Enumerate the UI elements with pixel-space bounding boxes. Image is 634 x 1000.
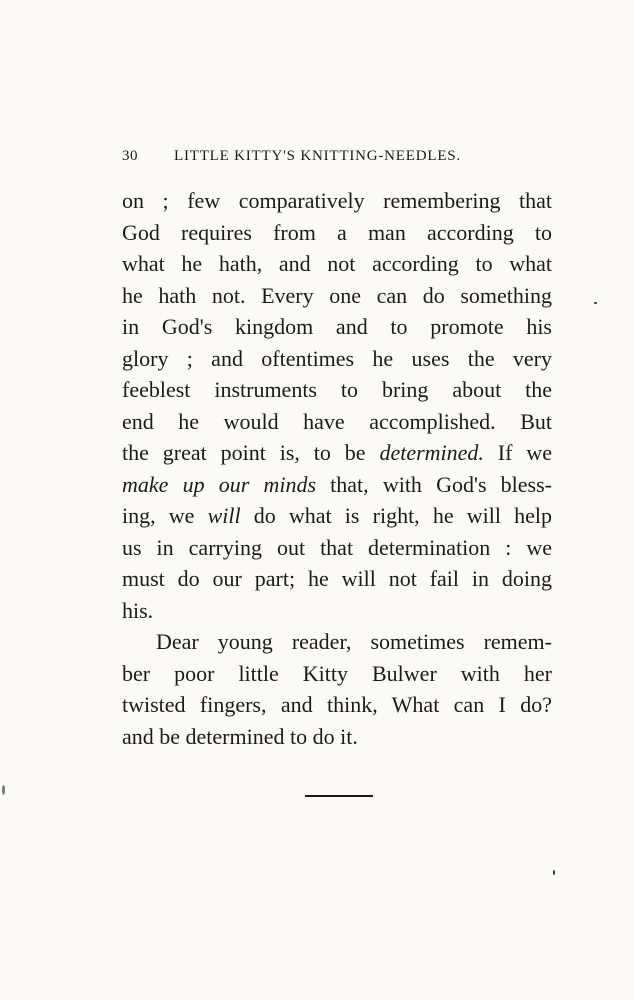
text-line: feeblest instruments to bring about the (122, 377, 552, 402)
text-line: glory ; and oftentimes he uses the very (122, 345, 552, 371)
text-line: what he hath, and not according to what (122, 251, 552, 276)
text-line (122, 437, 552, 469)
text-segment: the great point is, to be (122, 440, 380, 465)
text-segment: do what is right, he will help (240, 503, 553, 528)
text-line: in God's kingdom and to promote his (122, 314, 552, 339)
ink-speck (2, 785, 5, 795)
text-line: ber poor little Kitty Bulwer with her (122, 660, 552, 686)
text-line: his. (122, 597, 154, 623)
end-rule (305, 795, 373, 797)
text-line: must do our part; he will not fail in doing (122, 566, 552, 591)
text-line (122, 500, 552, 532)
emphasis-text: determined. (379, 440, 484, 465)
text-segment: If we (483, 440, 552, 465)
text-line (122, 469, 552, 501)
text-line: twisted fingers, and think, What can I do? (122, 692, 552, 717)
running-title: LITTLE KITTY'S KNITTING-NEEDLES. (174, 148, 461, 164)
text-line: us in carrying out that determination : we (122, 534, 552, 560)
text-segment: ing, we (122, 503, 208, 528)
emphasis-text: will (207, 503, 241, 528)
text-line: end he would have accomplished. But (122, 408, 552, 434)
ink-speck (553, 870, 555, 875)
text-line: on ; few comparatively remembering that (122, 188, 552, 213)
page-number: 30 (122, 148, 138, 164)
text-line: he hath not. Every one can do something (122, 282, 552, 308)
emphasis-text: make up our minds (122, 471, 317, 497)
text-line: God requires from a man according to (122, 219, 552, 245)
text-line: Dear young reader, sometimes remem- (156, 629, 552, 654)
text-segment: that, with God's bless- (316, 471, 552, 497)
running-head (122, 148, 552, 170)
body-text (122, 185, 552, 752)
ink-speck (594, 302, 597, 304)
text-line: and be determined to do it. (122, 723, 358, 749)
